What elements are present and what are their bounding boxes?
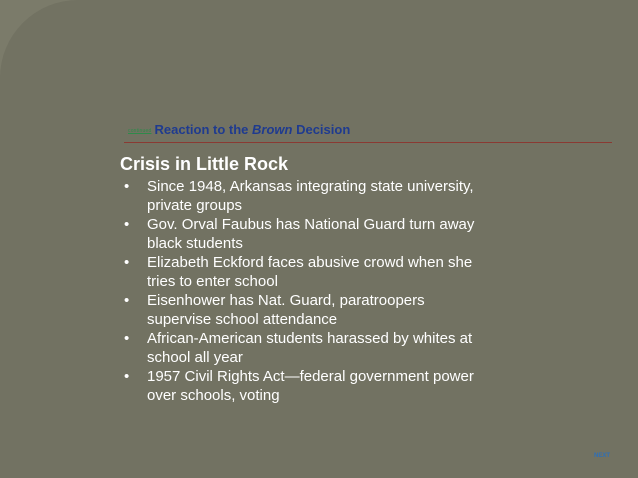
bullet-item	[120, 177, 520, 215]
bullet-line: Gov. Orval Faubus has National Guard turn away	[147, 216, 475, 233]
bullet-dot: •	[124, 292, 130, 309]
bullet-line: Eisenhower has Nat. Guard, paratroopers	[147, 292, 425, 309]
header-title-suffix: Decision	[292, 122, 351, 137]
bullet-dot: •	[124, 216, 130, 233]
bullet-line: African-American students harassed by whites at	[147, 330, 473, 347]
bullet-dot: •	[124, 178, 130, 195]
continued-label: continued	[128, 128, 152, 134]
bullet-dot: •	[124, 368, 130, 385]
bullet-item	[120, 253, 520, 291]
bullet-item	[120, 215, 520, 253]
bullet-item	[120, 367, 520, 405]
bullet-item	[120, 329, 520, 367]
header-title	[155, 122, 351, 137]
bullet-line: 1957 Civil Rights Act—federal government power	[147, 368, 474, 385]
bullet-line: tries to enter school	[147, 273, 278, 290]
bullet-line: Since 1948, Arkansas integrating state university,	[147, 178, 474, 195]
bullet-item	[120, 291, 520, 329]
bullet-line: Elizabeth Eckford faces abusive crowd when she	[147, 254, 473, 271]
bullet-line: supervise school attendance	[147, 311, 338, 328]
section-title: Crisis in Little Rock	[120, 154, 289, 174]
bullet-line: school all year	[147, 349, 243, 366]
slide-header	[128, 122, 350, 137]
bullet-line: black students	[147, 235, 243, 252]
bullet-dot: •	[124, 330, 130, 347]
bullet-list	[120, 177, 520, 405]
bullet-line: private groups	[147, 197, 243, 214]
header-divider	[124, 142, 612, 143]
bullet-line: over schools, voting	[147, 387, 280, 404]
next-button[interactable]: NEXT	[593, 453, 610, 459]
header-title-prefix: Reaction to the	[154, 122, 253, 137]
bullet-dot: •	[124, 254, 130, 271]
header-title-italic: Brown	[252, 122, 293, 137]
